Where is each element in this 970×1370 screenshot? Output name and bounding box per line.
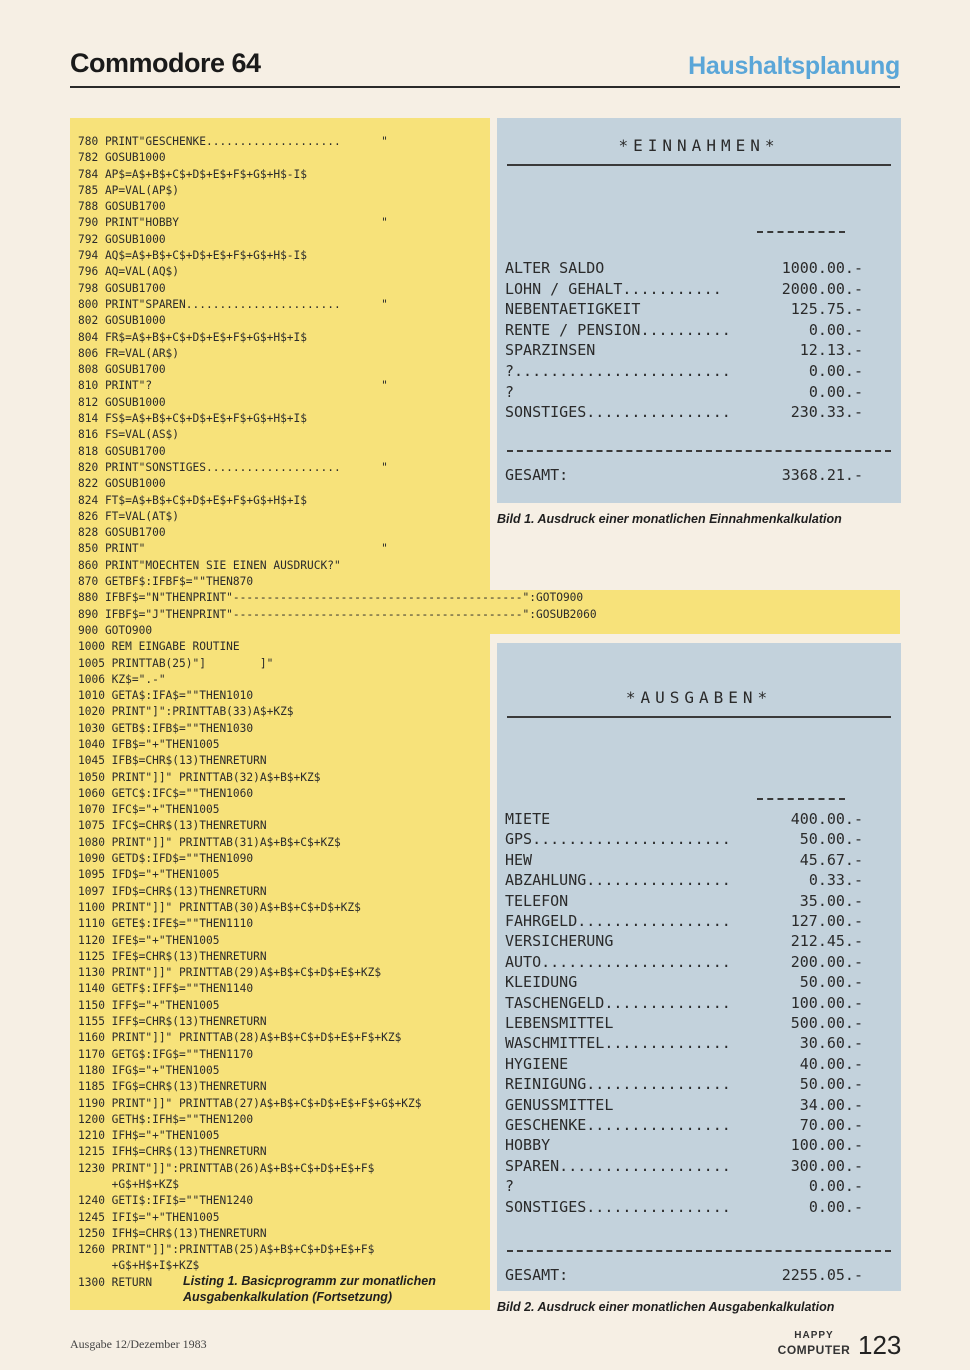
einnahmen-row [505, 340, 863, 360]
einnahmen-total-rule [507, 450, 891, 452]
einnahmen-row [505, 382, 863, 402]
listing-line: 1140 GETF$:IFF$=""THEN1140 [78, 982, 254, 996]
listing-line: 1240 GETI$:IFI$=""THEN1240 [78, 1194, 254, 1208]
listing-line: 824 FT$=A$+B$+C$+D$+E$+F$+G$+H$+I$ [78, 493, 308, 507]
listing-line: 1075 IFC$=CHR$(13)THENRETURN [78, 819, 267, 833]
header-right-title: Haushaltsplanung [688, 52, 900, 80]
listing-line: 798 GOSUB1700 [78, 281, 166, 295]
listing-line: 1200 GETH$:IFH$=""THEN1200 [78, 1112, 254, 1126]
listing-line: 1215 IFH$=CHR$(13)THENRETURN [78, 1145, 267, 1159]
listing-line: 1080 PRINT"]]" PRINTTAB(31)A$+B$+C$+KZ$ [78, 835, 341, 849]
listing-line: 1120 IFE$="+"THEN1005 [78, 933, 220, 947]
happy-computer-logo [775, 1330, 853, 1362]
ausgaben-row-label: SONSTIGES................ [505, 1197, 731, 1216]
listing-line: 785 AP=VAL(AP$) [78, 183, 180, 197]
ausgaben-row-value: 0.33.- [808, 871, 863, 890]
listing-line: 1030 GETB$:IFB$=""THEN1030 [78, 721, 254, 735]
einnahmen-row-label: ALTER SALDO [505, 259, 605, 277]
listing-line: 1006 KZ$=".-" [78, 672, 166, 686]
einnahmen-caption: Bild 1. Ausdruck einer monatlichen Einnahmenkalkulation [497, 512, 842, 526]
ausgaben-total-rule [507, 1250, 891, 1252]
header-left-title: Commodore 64 [70, 48, 261, 78]
ausgaben-row-label: MIETE [505, 810, 551, 828]
einnahmen-row-value: 1000.00.- [781, 259, 863, 277]
listing-line: 1185 IFG$=CHR$(13)THENRETURN [78, 1080, 267, 1094]
listing-line: 1260 PRINT"]]":PRINTTAB(25)A$+B$+C$+D$+E$+F$ [78, 1243, 375, 1257]
ausgaben-row [505, 931, 863, 951]
listing-line: 1040 IFB$="+"THEN1005 [78, 737, 220, 751]
listing-line: 1110 GETE$:IFE$=""THEN1110 [78, 917, 254, 931]
listing-line: 1010 GETA$:IFA$=""THEN1010 [78, 689, 254, 703]
listing-line: 782 GOSUB1000 [78, 151, 166, 165]
ausgaben-row [505, 1095, 863, 1115]
ausgaben-row [505, 1013, 863, 1033]
ausgaben-row-value: 100.00.- [790, 1136, 863, 1155]
ausgaben-row-value: 70.00.- [799, 1116, 863, 1134]
einnahmen-row-label: SPARZINSEN [505, 341, 596, 360]
ausgaben-row [505, 972, 863, 992]
listing-line: 1125 IFE$=CHR$(13)THENRETURN [78, 949, 267, 963]
listing-line: 802 GOSUB1000 [78, 314, 166, 328]
ausgaben-row-label: ABZAHLUNG................ [505, 871, 731, 890]
ausgaben-row-label: ? [505, 1177, 515, 1196]
listing-line: 1095 IFD$="+"THEN1005 [78, 868, 220, 882]
header-rule [70, 86, 900, 88]
ausgaben-row-value: 300.00.- [790, 1156, 863, 1175]
ausgaben-row [505, 1156, 863, 1176]
listing-line: 806 FR=VAL(AR$) [78, 346, 180, 360]
einnahmen-title: *EINNAHMEN* [618, 136, 780, 155]
listing-line: 1097 IFD$=CHR$(13)THENRETURN [78, 884, 267, 898]
ausgaben-row-label: AUTO..................... [505, 952, 731, 971]
einnahmen-row-label: NEBENTAETIGKEIT [505, 300, 641, 319]
ausgaben-row-label: TELEFON [505, 891, 569, 910]
listing-line: 890 IFBF$="J"THENPRINT"-------------------------------------------":GOSUB2060 [78, 607, 597, 621]
listing-line: 800 PRINT"SPAREN....................... " [78, 297, 388, 311]
einnahmen-row [505, 299, 863, 319]
listing-line: 1060 GETC$:IFC$=""THEN1060 [78, 786, 254, 800]
ausgaben-row [505, 870, 863, 890]
logo-bottom-text: COMPUTER [777, 1343, 851, 1357]
listing-line: 1045 IFB$=CHR$(13)THENRETURN [78, 754, 267, 768]
einnahmen-title-rule [507, 164, 891, 166]
ausgaben-row [505, 891, 863, 911]
ausgaben-row-value: 50.00.- [799, 1075, 863, 1094]
einnahmen-row [505, 320, 863, 340]
einnahmen-row-label: ? [505, 382, 515, 401]
ausgaben-row-label: SPAREN................... [505, 1156, 731, 1175]
ausgaben-total-row [505, 1265, 863, 1285]
listing-line: +G$+H$+KZ$ [78, 1178, 180, 1191]
ausgaben-row-value: 212.45.- [790, 932, 863, 951]
einnahmen-row-value: 0.00.- [808, 362, 863, 380]
footer-issue: Ausgabe 12/Dezember 1983 [70, 1337, 207, 1351]
ausgaben-title: *AUSGABEN* [625, 688, 773, 707]
ausgaben-row-value: 0.00.- [808, 1177, 863, 1196]
ausgaben-row-value: 34.00.- [799, 1095, 863, 1114]
ausgaben-title-rule [507, 716, 891, 718]
ausgaben-row [505, 1054, 863, 1074]
listing-line: 1100 PRINT"]]" PRINTTAB(30)A$+B$+C$+D$+KZ$ [78, 900, 361, 914]
listing-caption: Listing 1. Basicprogramm zur monatlichen Ausgabenkalkulation (Fortsetzung) [183, 1274, 436, 1304]
ausgaben-total-label: GESAMT: [505, 1266, 569, 1284]
einnahmen-row-label: SONSTIGES................ [505, 403, 731, 422]
ausgaben-total-value: 2255.05.- [781, 1266, 863, 1284]
einnahmen-row-value: 125.75.- [790, 300, 863, 319]
ausgaben-row-label: TASCHENGELD.............. [505, 993, 731, 1012]
einnahmen-row-value: 2000.00.- [781, 279, 863, 298]
ausgaben-row [505, 1197, 863, 1217]
logo-top-text: HAPPY [794, 1330, 834, 1341]
einnahmen-total-value: 3368.21.- [781, 466, 863, 484]
ausgaben-caption: Bild 2. Ausdruck einer monatlichen Ausgabenkalkulation [497, 1300, 835, 1314]
ausgaben-row-label: REINIGUNG................ [505, 1075, 731, 1094]
listing-line: 794 AQ$=A$+B$+C$+D$+E$+F$+G$+H$-I$ [78, 249, 308, 263]
listing-line: 810 PRINT"? " [78, 379, 388, 393]
ausgaben-row-value: 0.00.- [808, 1197, 863, 1216]
listing-line: 1150 IFF$="+"THEN1005 [78, 998, 220, 1012]
listing-line: 820 PRINT"SONSTIGES.................... " [78, 460, 388, 474]
ausgaben-row-label: WASCHMITTEL.............. [505, 1034, 731, 1053]
ausgaben-row [505, 809, 863, 829]
listing-line: 1090 GETD$:IFD$=""THEN1090 [78, 852, 254, 866]
listing-line: 1210 IFH$="+"THEN1005 [78, 1129, 220, 1143]
listing-line: 826 FT=VAL(AT$) [78, 509, 180, 523]
listing-line: 788 GOSUB1700 [78, 200, 166, 214]
ausgaben-row-value: 400.00.- [790, 810, 863, 828]
ausgaben-row [505, 911, 863, 931]
listing-line: 1245 IFI$="+"THEN1005 [78, 1210, 220, 1224]
listing-line: 784 AP$=A$+B$+C$+D$+E$+F$+G$+H$-I$ [78, 167, 308, 181]
listing-line: 1300 RETURN [78, 1275, 153, 1289]
ausgaben-row-label: VERSICHERUNG [505, 932, 614, 951]
ausgaben-row [505, 993, 863, 1013]
einnahmen-total-label: GESAMT: [505, 466, 569, 484]
einnahmen-row [505, 402, 863, 422]
listing-line: 822 GOSUB1000 [78, 477, 166, 491]
einnahmen-short-rule [757, 231, 845, 233]
einnahmen-total-row [505, 465, 863, 485]
listing-line: 1230 PRINT"]]":PRINTTAB(26)A$+B$+C$+D$+E$+F$ [78, 1161, 375, 1175]
listing-line: 1180 IFG$="+"THEN1005 [78, 1063, 220, 1077]
listing-line: 850 PRINT" " [78, 542, 388, 556]
ausgaben-row-value: 40.00.- [799, 1054, 863, 1073]
page-number: 123 [858, 1330, 902, 1360]
listing-line: 812 GOSUB1000 [78, 395, 166, 409]
ausgaben-row-value: 500.00.- [790, 1014, 863, 1032]
listing-line: 792 GOSUB1000 [78, 232, 166, 246]
einnahmen-row-label: ?........................ [505, 362, 731, 380]
ausgaben-row [505, 1074, 863, 1094]
einnahmen-row [505, 279, 863, 299]
ausgaben-row-value: 50.00.- [799, 973, 863, 992]
listing-line: 870 GETBF$:IFBF$=""THEN870 [78, 575, 254, 589]
ausgaben-row-value: 35.00.- [799, 891, 863, 910]
einnahmen-row-value: 0.00.- [808, 382, 863, 401]
listing-line: 1155 IFF$=CHR$(13)THENRETURN [78, 1015, 267, 1029]
listing-line: 1250 IFH$=CHR$(13)THENRETURN [78, 1226, 267, 1240]
listing-line: 804 FR$=A$+B$+C$+D$+E$+F$+G$+H$+I$ [78, 330, 308, 344]
ausgaben-row [505, 1176, 863, 1196]
ausgaben-row-label: HEW [505, 850, 533, 869]
einnahmen-row-label: RENTE / PENSION.......... [505, 320, 731, 339]
einnahmen-row-value: 0.00.- [808, 320, 863, 339]
einnahmen-row-value: 230.33.- [790, 403, 863, 422]
listing-line: 808 GOSUB1700 [78, 363, 166, 377]
listing-line: 860 PRINT"MOECHTEN SIE EINEN AUSDRUCK?" [78, 558, 341, 572]
listing-line: 1070 IFC$="+"THEN1005 [78, 803, 220, 817]
listing-line: 880 IFBF$="N"THENPRINT"-------------------------------------------":GOTO900 [78, 591, 584, 605]
ausgaben-row-value: 100.00.- [790, 993, 863, 1012]
ausgaben-row-value: 30.60.- [799, 1034, 863, 1053]
ausgaben-row [505, 850, 863, 870]
ausgaben-row-label: HOBBY [505, 1136, 551, 1155]
listing-line: +G$+H$+I$+KZ$ [78, 1259, 200, 1273]
ausgaben-row-label: KLEIDUNG [505, 973, 578, 992]
ausgaben-row-label: HYGIENE [505, 1054, 569, 1073]
ausgaben-row-value: 127.00.- [790, 912, 863, 930]
ausgaben-row-value: 200.00.- [790, 952, 863, 971]
ausgaben-row [505, 1033, 863, 1053]
ausgaben-row [505, 952, 863, 972]
listing-line: 1005 PRINTTAB(25)"] ]" [78, 656, 274, 670]
ausgaben-row-value: 50.00.- [799, 830, 863, 849]
ausgaben-row-label: GESCHENKE................ [505, 1116, 731, 1134]
einnahmen-row-label: LOHN / GEHALT........... [505, 279, 722, 298]
listing-line: 818 GOSUB1700 [78, 444, 166, 458]
listing-line: 1020 PRINT"]":PRINTTAB(33)A$+KZ$ [78, 705, 294, 719]
ausgaben-row-label: FAHRGELD................. [505, 912, 731, 930]
listing-line: 1050 PRINT"]]" PRINTTAB(32)A$+B$+KZ$ [78, 770, 321, 784]
listing-line: 790 PRINT"HOBBY " [78, 216, 388, 230]
listing-line: 1160 PRINT"]]" PRINTTAB(28)A$+B$+C$+D$+E$+F$+KZ$ [78, 1031, 402, 1045]
listing-line: 1170 GETG$:IFG$=""THEN1170 [78, 1047, 254, 1061]
listing-line: 816 FS=VAL(AS$) [78, 428, 180, 442]
ausgaben-row-label: LEBENSMITTEL [505, 1014, 614, 1032]
ausgaben-row-label: GENUSSMITTEL [505, 1095, 614, 1114]
listing-line: 780 PRINT"GESCHENKE.................... " [78, 135, 388, 148]
listing-line: 900 GOTO900 [78, 623, 153, 637]
listing-line: 796 AQ=VAL(AQ$) [78, 265, 180, 279]
listing-line: 1000 REM EINGABE ROUTINE [78, 640, 240, 654]
listing-line: 814 FS$=A$+B$+C$+D$+E$+F$+G$+H$+I$ [78, 412, 308, 426]
listing-line: 828 GOSUB1700 [78, 526, 166, 540]
ausgaben-row [505, 829, 863, 849]
einnahmen-row [505, 258, 863, 278]
einnahmen-row-value: 12.13.- [799, 341, 863, 360]
ausgaben-row-value: 45.67.- [799, 850, 863, 869]
einnahmen-row [505, 361, 863, 381]
ausgaben-row-label: GPS...................... [505, 830, 731, 849]
listing-line: 1130 PRINT"]]" PRINTTAB(29)A$+B$+C$+D$+E$+KZ$ [78, 966, 382, 980]
listing-line: 1190 PRINT"]]" PRINTTAB(27)A$+B$+C$+D$+E$+F$+G$+KZ$ [78, 1096, 422, 1110]
ausgaben-row [505, 1135, 863, 1155]
ausgaben-row [505, 1115, 863, 1135]
ausgaben-short-rule [757, 798, 845, 800]
